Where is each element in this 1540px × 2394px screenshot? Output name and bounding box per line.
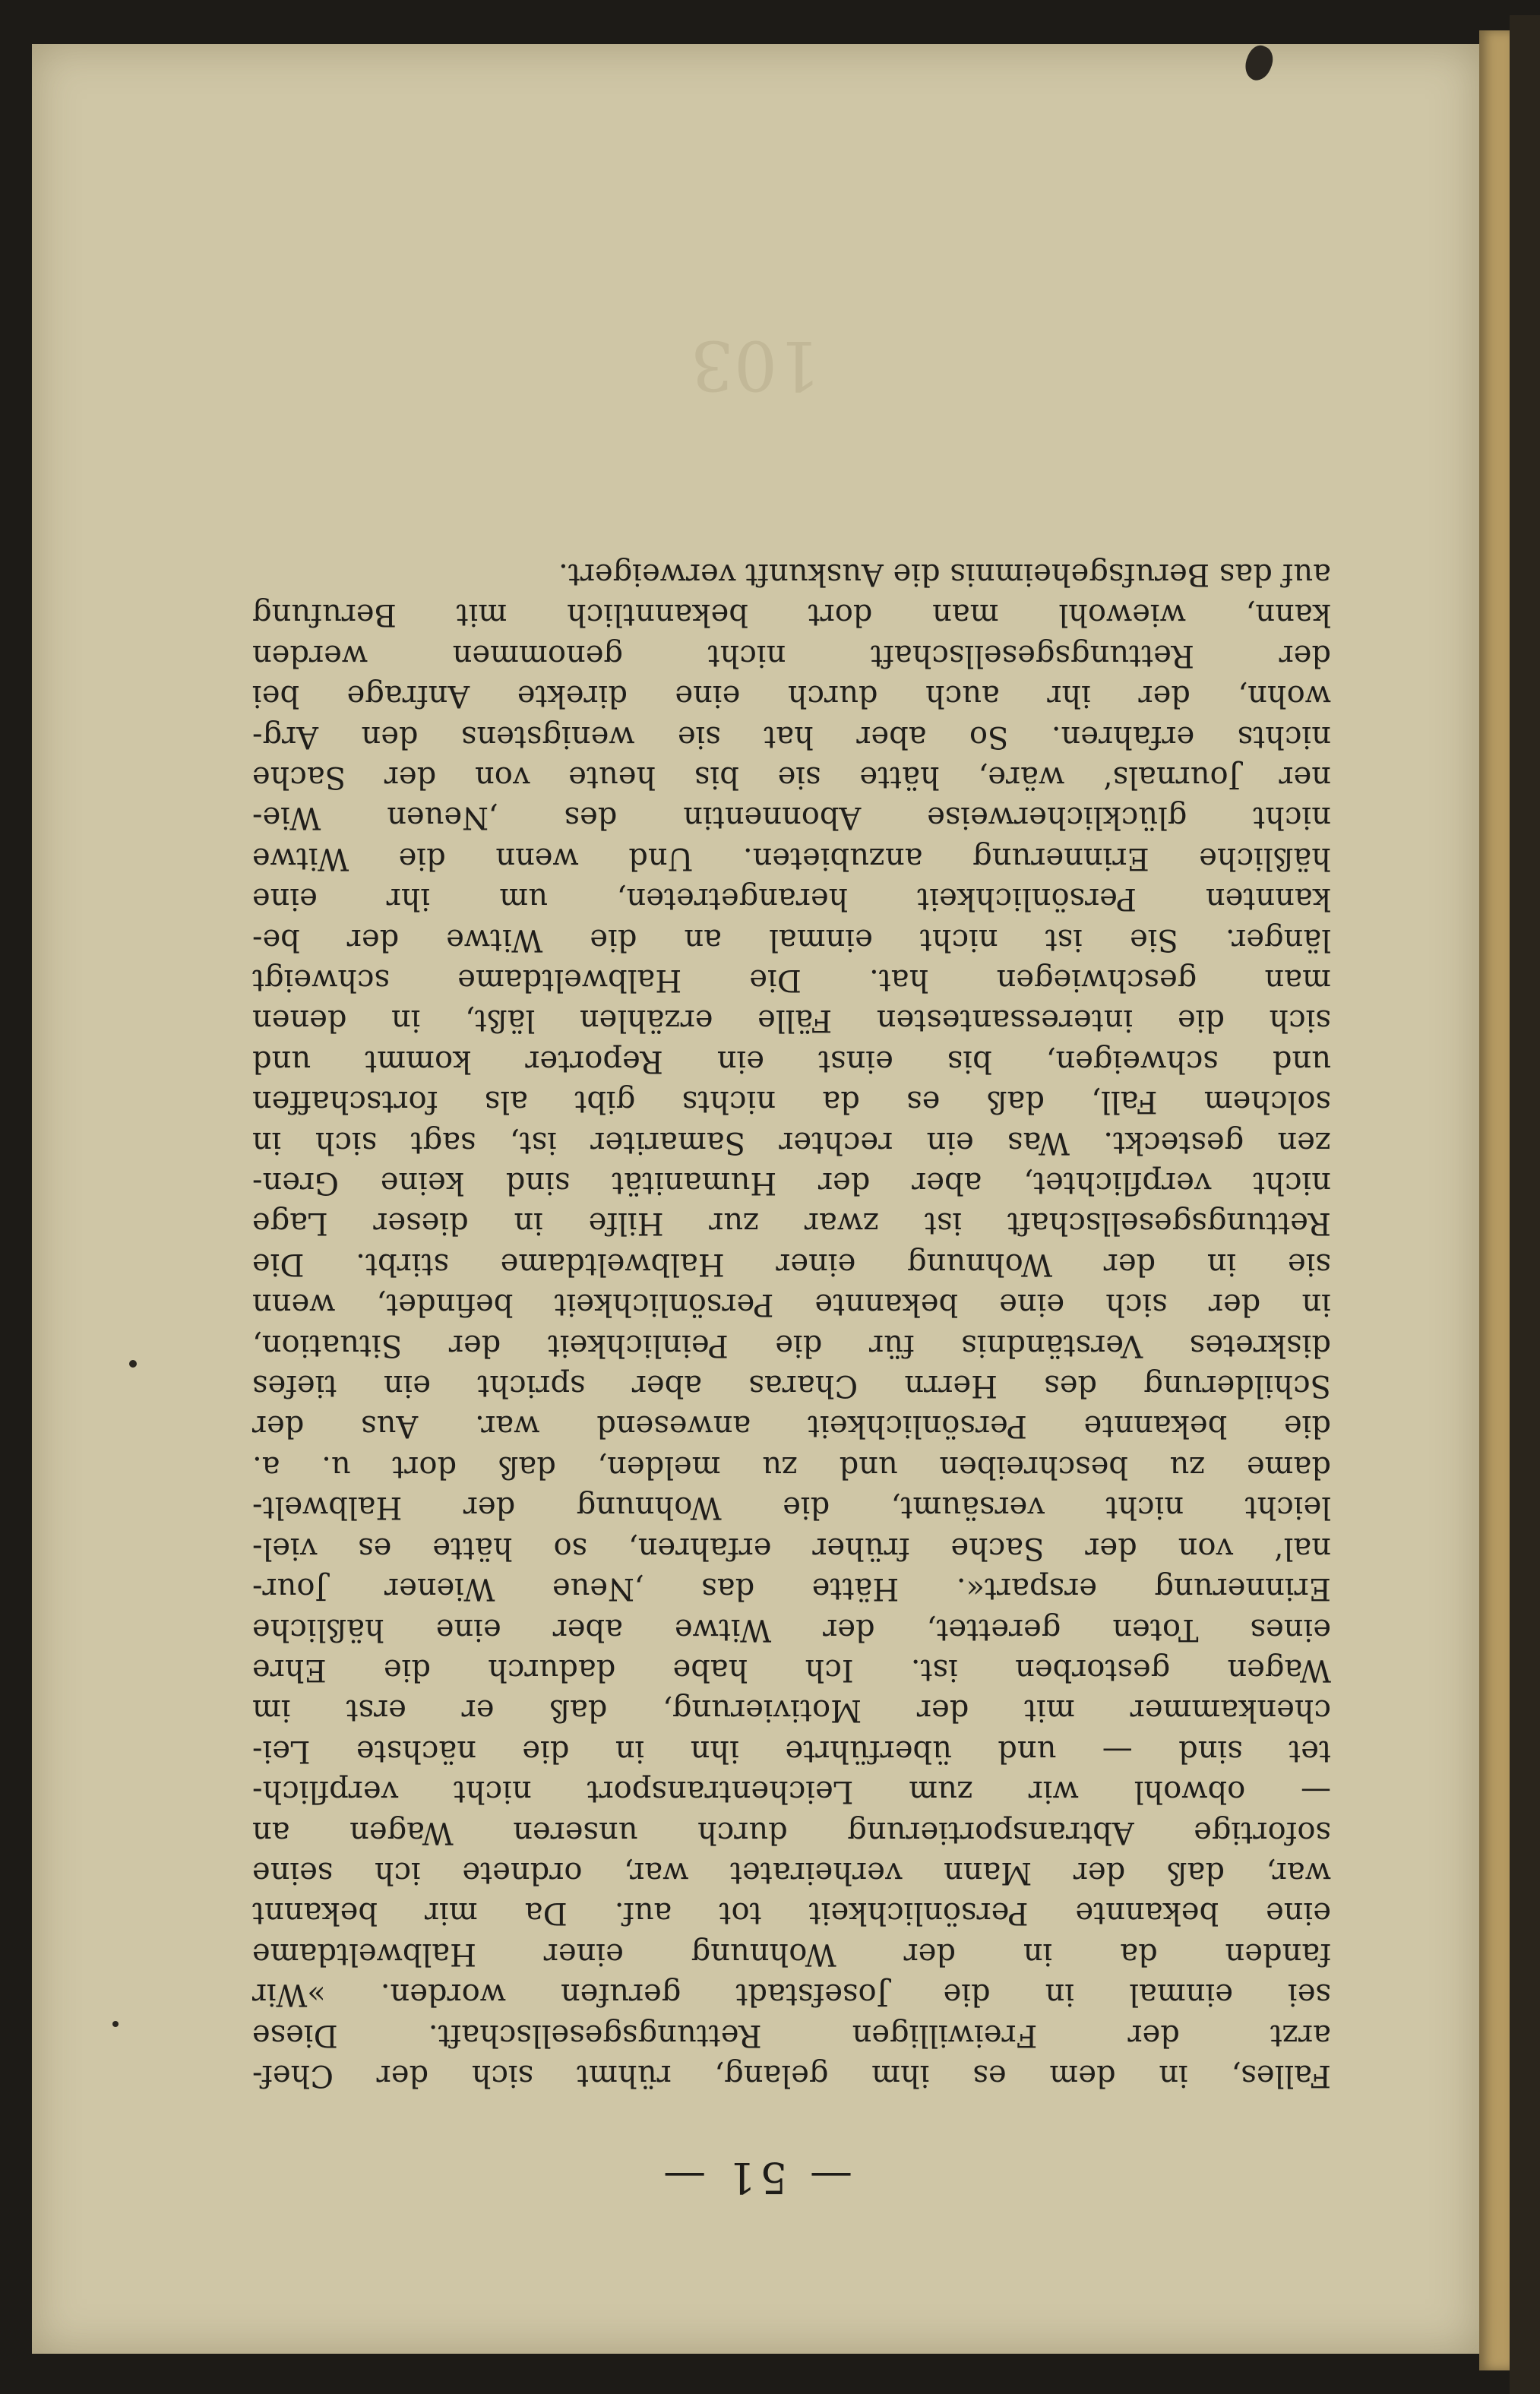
text-line: nicht glücklicherweise Abonnentin des ‚Neuen Wie- [252,800,1331,836]
book-page-edge [1479,30,1510,2370]
text-line: Rettungsgesellschaft ist zwar zur Hilfe in dieser Lage [252,1206,1331,1241]
text-line: sich die interessantesten Fälle erzählen läßt, in denen [252,1003,1331,1039]
text-line: der Rettungsgesellschaft nicht genommen werden [252,637,1331,673]
text-line: dame zu beschreiben und zu melden, daß dort u. a. [252,1449,1331,1485]
ink-speck [129,1360,137,1368]
text-line: Erinnerung erspart«. Hätte das ‚Neue Wiener Jour- [252,1571,1331,1607]
text-line: tet sind — und überführte ihn in die nächste Lei- [252,1733,1331,1769]
text-line: häßliche Erinnerung anzubieten. Und wenn die Witwe [252,840,1331,876]
text-line: kannten Persönlichkeit herangetreten, um ihr eine [252,881,1331,917]
text-line: — obwohl wir zum Leichentransport nicht verpflich- [252,1774,1331,1810]
text-line: länger. Sie ist nicht einmal an die Witwe der be- [252,922,1331,957]
text-line: diskretes Verständnis für die Peinlichkeit der Situation, [252,1327,1331,1363]
text-line: kann, wiewohl man dort bekanntlich mit Berufung [252,597,1331,633]
text-line: nichts erfahren. So aber hat sie wenigstens den Arg- [252,719,1331,754]
text-line: nal‘ von der Sache früher erfahren, so hätte es viel- [252,1530,1331,1566]
bleed-through-page-number: 103 [690,325,821,405]
text-line: Schilderung des Herrn Charas aber spricht ein tiefes [252,1368,1331,1404]
text-line: die bekannte Persönlichkeit anwesend war. Aus der [252,1409,1331,1444]
text-line: zen gesteckt. Was ein rechter Samariter ist, sagt sich in [252,1124,1331,1160]
text-line: ner Journals‘ wäre, hätte sie bis heute von der Sache [252,760,1331,795]
text-line: chenkammer mit der Motivierung, daß er erst im [252,1693,1331,1728]
text-line: war, daß der Mann verheiratet war, ordnete ich seine [252,1855,1331,1890]
ink-speck [112,2021,119,2027]
text-line: nicht verpflichtet, aber der Humanität sind keine Gren- [252,1165,1331,1201]
text-line: eine bekannte Persönlichkeit tot auf. Da mir bekannt [252,1896,1331,1931]
body-text [252,554,1331,2095]
text-line: sofortige Abtransportierung durch unseren Wagen an [252,1814,1331,1850]
text-line: eines Toten gerettet, der Witwe aber eine häßliche [252,1611,1331,1647]
text-line: Wagen gestorben ist. Ich habe dadurch die Ehre [252,1652,1331,1687]
scan-background-edge [1510,15,1540,2394]
text-line: fanden da in der Wohnung einer Halbweltdame [252,1936,1331,1972]
text-line: Falles, in dem es ihm gelang, rühmt sich der Chef- [252,2058,1331,2093]
page-number: — 51 — [659,2152,852,2202]
text-line: solchem Fall, daß es da nichts gibt als fortschaffen [252,1084,1331,1120]
text-line: sie in der Wohnung einer Halbweltdame stirbt. Die [252,1246,1331,1282]
text-line: sei einmal in die Josefstadt gerufen worden. »Wir [252,1977,1331,2013]
text-line: leicht nicht versäumt, die Wohnung der Halbwelt- [252,1490,1331,1526]
text-line: und schweigen, bis einst ein Reporter kommt und [252,1043,1331,1079]
text-line: wohn, der ihr auch durch eine direkte Anfrage bei [252,678,1331,714]
text-line: auf das Berufsgeheimnis die Auskunft verweigert. [558,556,1331,592]
page-content-upside-down [32,44,1479,2354]
text-line: in der sich eine bekannte Persönlichkeit befindet, wenn [252,1287,1331,1323]
text-line: arzt der Freiwilligen Rettungsgesellschaft. Diese [252,2017,1331,2053]
text-line: man geschwiegen hat. Die Halbweltdame schweigt [252,963,1331,998]
